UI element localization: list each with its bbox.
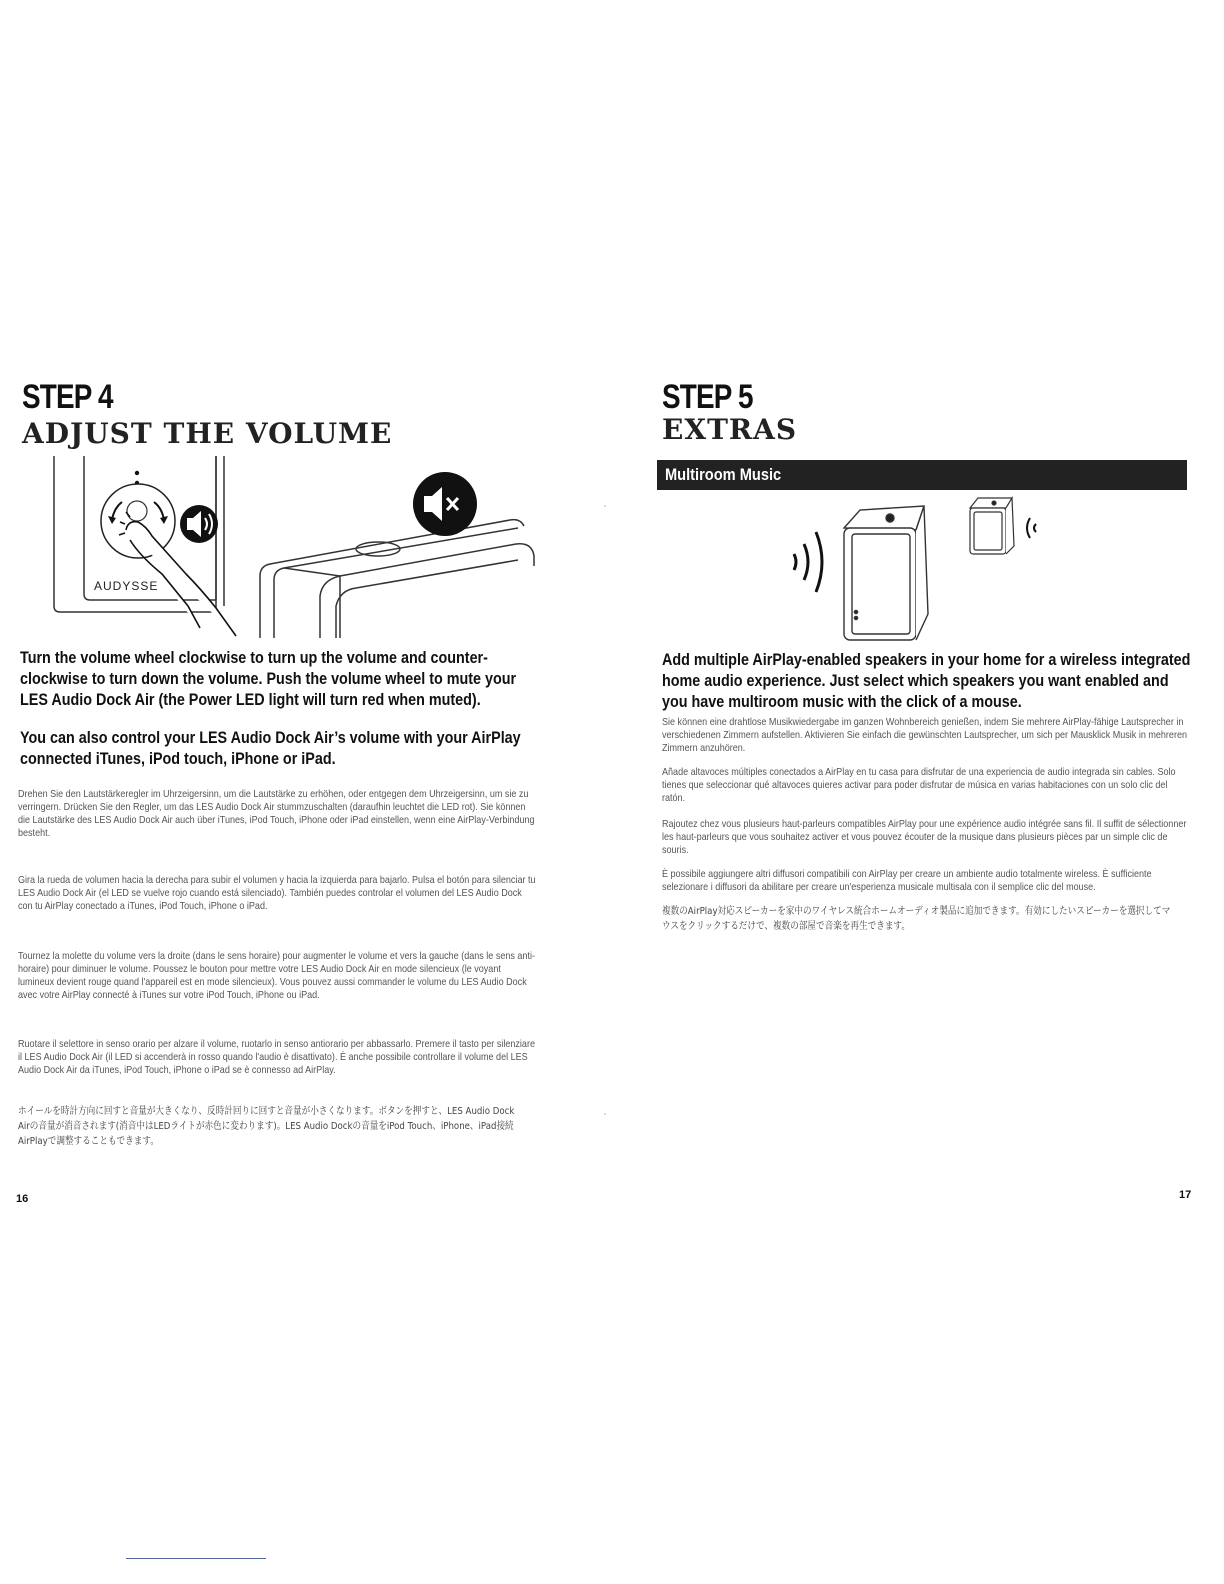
volume-illustration [40,456,560,638]
italian-text: Ruotare il selettore in senso orario per alzare il volume, ruotarlo in senso antiorario per abbassarlo. Premere il tasto per silenziare il LES Audio Dock Air (il LED si accenderà in rosso quando l'audio è disattivato). È anche possibile controllare il volume del LES Audio Dock Air da iTunes, iPod Touch, iPhone o iPad se è connesso ad AirPlay. [18,1038,535,1076]
brand-text: AUDYSSE [94,579,159,593]
step-5-instruction: Add multiple AirPlay-enabled speakers in your home for a wireless integrated home audio experience. Just select which speakers you want enabled and you have multiroom music with the click of a mouse. [662,651,1191,711]
spanish-text: Gira la rueda de volumen hacia la derecha para subir el volumen y hacia la izquierda para bajarlo. Pulsa el botón para silenciar tu LES Audio Dock Air (el LED se vuelve rojo cuando está silenciado). También puedes controlar el volumen del LES Audio Dock con tu AirPlay conectado a iTunes, iPod Touch, iPhone o iPad. [18,874,536,912]
step-4-airplay-note: You can also control your LES Audio Dock Air’s volume with your AirPlay connected iTunes, iPod touch, iPhone or iPad. [20,729,521,768]
speaker-mute-icon [413,472,477,536]
step-4-title: ADJUST THE VOLUME [22,417,393,450]
small-speaker-drawing [970,498,1014,554]
right-page [612,0,1224,1584]
page-number-16: 16 [16,1193,29,1205]
italian-text: È possibile aggiungere altri diffusori compatibili con AirPlay per creare un ambiente audio totalmente wireless. È sufficiente selezionare i diffusori da abilitare per creare un'esperienza musicale multisala con il semplice clic del mouse. [662,868,1152,893]
french-text: Tournez la molette du volume vers la droite (dans le sens horaire) pour augmenter le volume et vers la gauche (dans le sens anti-horaire) pour diminuer le volume. Poussez le bouton pour mettre votre LES Audio Dock Air en mode silencieux (le voyant lumineux devient rouge quand l'appareil est en mode silencieux). Vous pouvez aussi commander le volume du LES Audio Dock avec votre AirPlay connecté à iTunes sur votre iPod Touch, iPhone ou iPad. [18,950,535,1001]
page-number-17: 17 [1179,1189,1192,1201]
spanish-text: Añade altavoces múltiples conectados a AirPlay en tu casa para disfrutar de una experiencia de audio integrada sin cables. Solo tienes que seleccionar qué altavoces quieres activar para poder disfrutar de música en varias habitaciones con un solo clic del ratón. [662,766,1176,804]
dock-drawing [260,520,534,638]
bottom-link-underline [126,1558,266,1559]
sound-waves-right-icon [1027,518,1036,538]
gutter-mark [604,505,606,507]
step-5-label: STEP 5 [662,378,753,416]
japanese-text: ホイールを時計方向に回すと音量が大きくなり、反時計回りに回すと音量が小さくなります。ボタンを押すと、LES Audio Dock Airの音量が消音されます(消音中はLEDライトが赤色に変わります)。LES Audio Dockの音量をiPod Touch、iPhone、iPad接続AirPlayで調整することもできます。 [18,1106,515,1147]
step-4-label: STEP 4 [22,378,113,416]
french-text: Rajoutez chez vous plusieurs haut-parleurs compatibles AirPlay pour une expérience audio intégrée sans fil. Il suffit de sélectionner les haut-parleurs que vous souhaitez activer et vous pouvez écouter de la musique dans plusieurs pièces par un simple clic de souris. [662,818,1187,856]
large-speaker-drawing [844,506,928,640]
multiroom-illustration [782,494,1082,650]
german-text: Sie können eine drahtlose Musikwiedergabe im ganzen Wohnbereich genießen, indem Sie mehrere AirPlay-fähige Lautsprecher in verschiedenen Zimmern aufstellen. Aktivieren Sie einfach die gewünschten Lautsprecher, um sich per Mausklick Musik in mehreren Zimmern anzuhören. [662,716,1188,754]
step-5-title: EXTRAS [662,413,798,446]
speaker-on-icon [180,505,218,543]
japanese-text: 複数のAirPlay対応スピーカーを家中のワイヤレス統合ホームオーディオ製品に追加できます。有効にしたいスピーカーを選択してマウスをクリックするだけで、複数の部屋で音楽を再生できます。 [662,906,1171,932]
step-4-instruction: Turn the volume wheel clockwise to turn up the volume and counter-clockwise to turn down the volume. Push the volume wheel to mute your LES Audio Dock Air (the Power LED light will turn red when muted). [20,649,517,709]
sound-waves-left-icon [794,532,822,592]
gutter-mark [604,1113,606,1115]
german-text: Drehen Sie den Lautstärkeregler im Uhrzeigersinn, um die Lautstärke zu erhöhen, oder entgegen dem Uhrzeigersinn, um sie zu verringern. Drücken Sie den Regler, um das LES Audio Dock Air stummzuschalten (daraufhin leuchtet die LED rot). Sie können die Lautstärke des LES Audio Dock Air auch über iTunes, iPod Touch, iPhone oder iPad einstellen, wenn eine AirPlay-Verbindung besteht. [18,788,535,839]
multiroom-banner [657,460,1187,490]
banner-label: Multiroom Music [665,465,782,484]
